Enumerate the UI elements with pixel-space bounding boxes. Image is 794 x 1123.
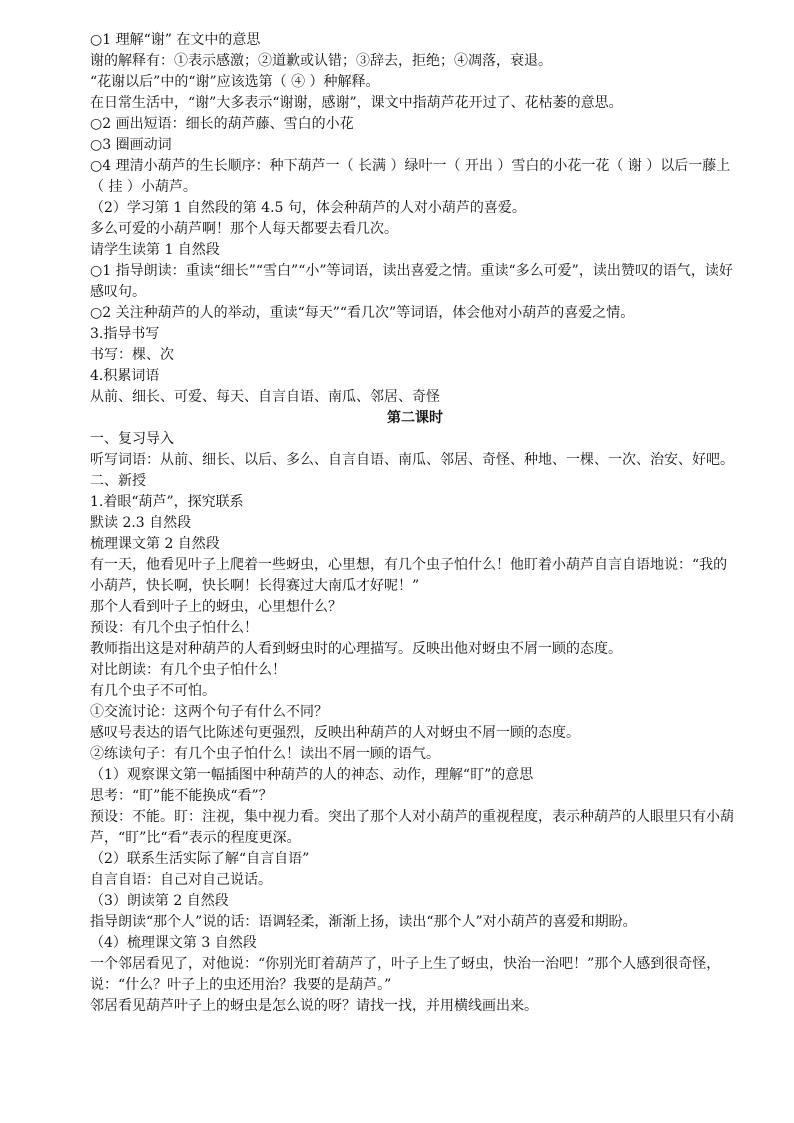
text-line: （1）观察课文第一幅插图中种葫芦的人的神态、动作，理解“盯”的意思 [90, 767, 534, 783]
text-line: 谢的解释有：①表示感激；②道歉或认错；③辞去，拒绝；④凋落，衰退。 [90, 53, 552, 69]
text-line: 一、复习导入 [90, 431, 174, 447]
text-line: 那个人看到叶子上的蚜虫，心里想什么？ [90, 599, 342, 615]
text-line: （2）联系生活实际了解“自言自语” [90, 851, 310, 867]
text-line: ②练读句子：有几个虫子怕什么！读出不屑一顾的语气。 [90, 746, 440, 762]
text-line: （2）学习第 1 自然段的第 4.5 句，体会种葫芦的人对小葫芦的喜爱。 [90, 200, 526, 216]
text-line: 有一天，他看见叶子上爬着一些蚜虫，心里想，有几个虫子怕什么！他盯着小葫芦自言自语地说：“我的小葫芦，快长啊，快长啊！长得赛过大南瓜才好呢！” [90, 557, 728, 594]
text-line: 3.指导书写 [90, 326, 160, 342]
text-line: 对比朗读：有几个虫子怕什么！ [90, 662, 286, 678]
text-line: 多么可爱的小葫芦啊！那个人每天都要去看几次。 [90, 221, 398, 237]
document-page [90, 30, 740, 1017]
text-line: ○4 理清小葫芦的生长顺序：种下葫芦一（ 长满 ）绿叶一（ 开出 ）雪白的小花一花（ 谢 ）以后一藤上（ 挂 ）小葫芦。 [90, 158, 731, 195]
text-line: 书写：棵、次 [90, 347, 174, 363]
text-line: 二、新授 [90, 473, 146, 489]
text-line: 听写词语：从前、细长、以后、多么、自言自语、南瓜、邻居、奇怪、种地、一棵、一次、治安、好吧。 [90, 452, 734, 468]
text-line: ①交流讨论：这两个句子有什么不同？ [90, 704, 328, 720]
text-line: 默读 2.3 自然段 [90, 515, 192, 531]
section-heading: 第二课时 [387, 410, 443, 426]
text-line: ○2 画出短语：细长的葫芦藤、雪白的小花 [90, 116, 354, 132]
text-line: ○3 圈画动词 [90, 137, 172, 153]
text-line: ○2 关注种葫芦的人的举动，重读“每天”“看几次”等词语，体会他对小葫芦的喜爱之情。 [90, 305, 635, 321]
text-line: 预设：有几个虫子怕什么！ [90, 620, 258, 636]
text-line: 从前、细长、可爱、每天、自言自语、南瓜、邻居、奇怪 [90, 389, 440, 405]
text-line: 邻居看见葫芦叶子上的蚜虫是怎么说的呀？请找一找，并用横线画出来。 [90, 998, 538, 1014]
text-line: 一个邻居看见了，对他说：“你别光盯着葫芦了，叶子上生了蚜虫，快治一治吧！”那个人感到很奇怪，说：“什么？叶子上的虫还用治？我要的是葫芦。” [90, 956, 721, 993]
text-line: 感叹号表达的语气比陈述句更强烈，反映出种葫芦的人对蚜虫不屑一顾的态度。 [90, 725, 580, 741]
text-line: 预设：不能。盯：注视，集中视力看。突出了那个人对小葫芦的重视程度，表示种葫芦的人眼里只有小葫芦，“盯”比“看”表示的程度更深。 [90, 809, 734, 846]
text-line: ○1 指导朗读：重读“细长”“雪白”“小”等词语，读出喜爱之情。重读“多么可爱”，读出赞叹的语气，读好感叹句。 [90, 263, 733, 300]
text-line: ○1 理解“谢” 在文中的意思 [90, 32, 261, 48]
text-line: 1.着眼“葫芦”，探究联系 [90, 494, 244, 510]
text-line: 在日常生活中，“谢”大多表示“谢谢，感谢”，课文中指葫芦花开过了、花枯萎的意思。 [90, 95, 623, 111]
text-line: （4）梳理课文第 3 自然段 [90, 935, 257, 951]
text-line: 指导朗读“那个人”说的话：语调轻柔，渐渐上扬，读出“那个人”对小葫芦的喜爱和期盼。 [90, 914, 637, 930]
text-line: “花谢以后”中的“谢”应该选第（ ④ ）种解释。 [90, 74, 380, 90]
text-line: （3）朗读第 2 自然段 [90, 893, 229, 909]
text-line: 4.积累词语 [90, 368, 160, 384]
text-line: 自言自语：自己对自己说话。 [90, 872, 272, 888]
text-line: 梳理课文第 2 自然段 [90, 536, 220, 552]
text-line: 有几个虫子不可怕。 [90, 683, 216, 699]
text-line: 请学生读第 1 自然段 [90, 242, 220, 258]
text-line: 思考：“盯”能不能换成“看”？ [90, 788, 273, 804]
text-line: 教师指出这是对种葫芦的人看到蚜虫时的心理描写。反映出他对蚜虫不屑一顾的态度。 [90, 641, 622, 657]
